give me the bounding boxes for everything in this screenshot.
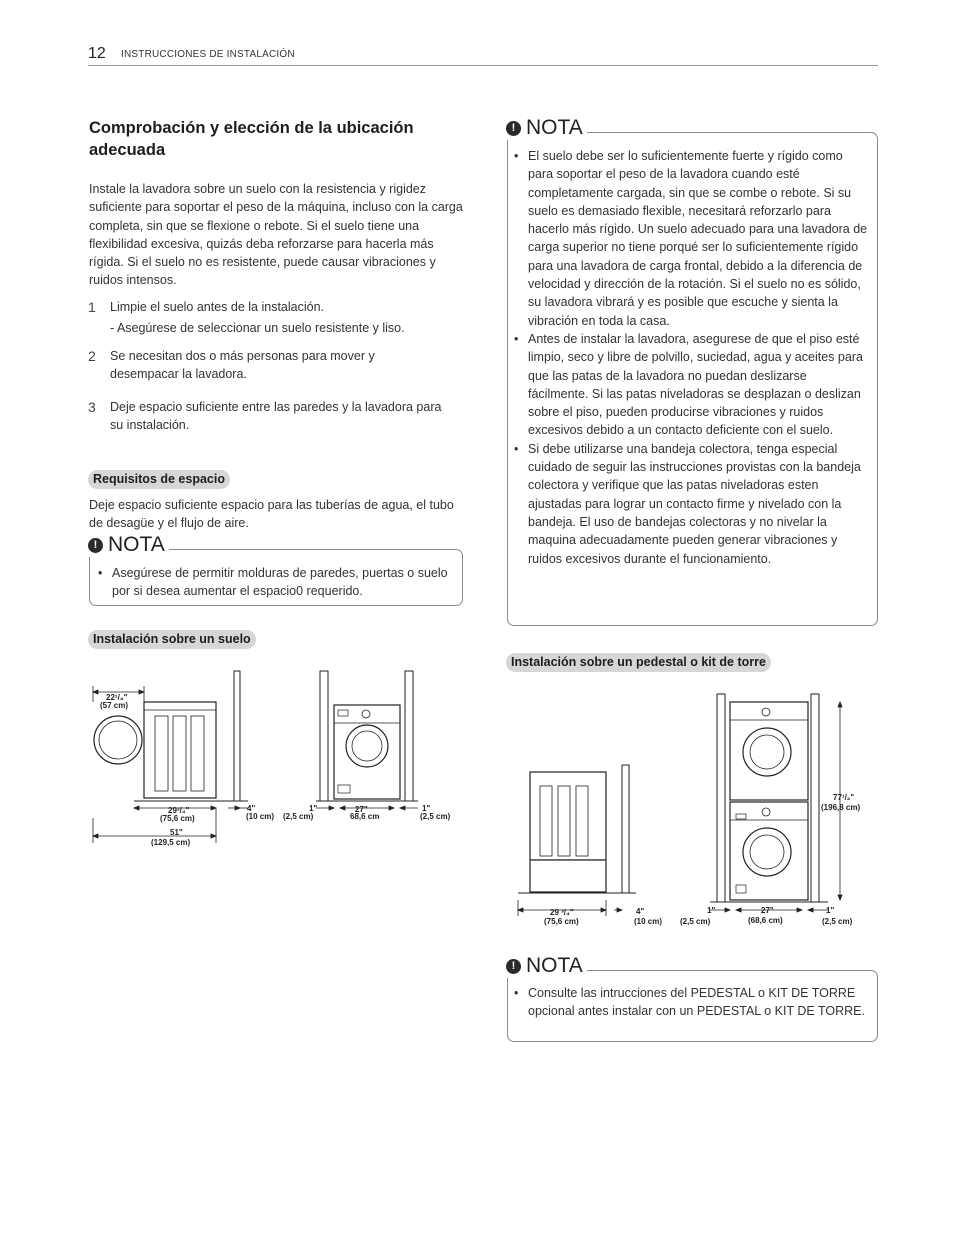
dim-label: 1" [309, 804, 318, 813]
step-number: 2 [88, 348, 96, 364]
step-text: Limpie el suelo antes de la instalación. [110, 300, 325, 314]
page-header [88, 46, 878, 66]
dim-label: (75,6 cm) [544, 917, 579, 926]
exclamation-icon: ! [506, 121, 521, 136]
pedestal-installation-diagram [510, 688, 875, 933]
dim-label: 1" [707, 906, 716, 915]
header-title: INSTRUCCIONES DE INSTALACIÓN [121, 49, 295, 60]
page-number: 12 [88, 45, 106, 62]
note-header [84, 533, 169, 557]
note-box-right-bottom [507, 954, 878, 1042]
dim-label: 27" [761, 906, 774, 915]
step-2 [88, 347, 468, 387]
dim-label: (57 cm) [100, 701, 129, 710]
section-title: Comprobación y elección de la ubicación adecuada [89, 119, 414, 159]
dim-label: (2,5 cm) [822, 917, 853, 926]
note-list [98, 564, 454, 601]
step-3 [88, 398, 468, 438]
step-1 [88, 298, 468, 318]
space-requirements-label: Requisitos de espacio [88, 470, 230, 489]
dim-label: 27" [355, 805, 368, 814]
exclamation-icon: ! [506, 959, 521, 974]
step-text: Se necesitan dos o más personas para mover y desempacar la lavadora. [110, 349, 375, 382]
note-item: • Antes de instalar la lavadora, asegurese de que el piso esté limpio, seco y libre de polvillo, suciedad, agua y aceites para que las patas de la lavadora no puedan deslizarse fácilmente. Si las patas niveladoras se desplazan o deslizan sobre el piso, pueden producirse vibraciones y ruidos excesivos debido a un contacto deficiente con el suelo. [514, 330, 870, 440]
dim-label: 22¹/₄" [106, 693, 128, 702]
washer-side-view [94, 671, 248, 801]
dim-label: 51" [170, 828, 183, 837]
dim-label: 77¹/₂" [833, 793, 855, 802]
note-list [514, 984, 866, 1021]
pedestal-side-view [518, 765, 636, 893]
stacked-tower-front-view [710, 694, 828, 902]
dim-label: 29³/₄" [168, 806, 190, 815]
dim-label: (75,6 cm) [160, 814, 195, 823]
dim-label: 4" [636, 907, 645, 916]
dim-label: (10 cm) [634, 917, 663, 926]
washer-front-view [316, 671, 418, 801]
dim-label: (10 cm) [246, 812, 275, 821]
dim-label: (2,5 cm) [283, 812, 314, 821]
dim-label: (129,5 cm) [151, 838, 191, 847]
note-header [502, 954, 587, 978]
floor-installation-diagram [88, 668, 468, 853]
note-box-left [89, 533, 463, 606]
note-title: NOTA [108, 533, 165, 556]
note-item: • El suelo debe ser lo suficientemente fuerte y rígido como para soportar el peso de la lavadora cuando esté completamente cargada, sin que se combe o rebote. Si su suelo es demasiado flexible, necesitará reforzarlo para hacerlo más rígido. Un suelo adecuado para una lavadora de carga superior no tiene porqué ser lo suficientemente rígido para una lavadora de carga frontal, debido a la diferencia de velocidad y dirección de la rotación. Si el suelo no es sólido, su lavadora vibrará y es posible que escuche y sienta la vibración en toda la casa. [514, 147, 870, 330]
note-item: • Si debe utilizarse una bandeja colectora, tenga especial cuidado de seguir las instrucciones provistas con la bandeja colectora y verifique que las patas niveladoras esten ajustadas para lograr un contacto firme y nivelado con la bandeja. El uso de bandejas colectoras y no nivelar la maquina adecuadamente pueden generar vibraciones y ruidos excesivos durante el funcionamiento. [514, 440, 870, 568]
floor-install-label: Instalación sobre un suelo [88, 630, 256, 649]
pedestal-install-label: Instalación sobre un pedestal o kit de torre [506, 653, 771, 672]
dim-label: 1" [422, 804, 431, 813]
dim-label: (68,6 cm) [748, 916, 783, 925]
note-list [514, 147, 870, 568]
dim-label: (196,8 cm) [821, 803, 861, 812]
dim-label: (2,5 cm) [680, 917, 711, 926]
step-1-sub: - Asegúrese de seleccionar un suelo resistente y liso. [110, 321, 405, 335]
step-number: 1 [88, 299, 96, 315]
dim-label: 29 ³/₄" [550, 908, 574, 917]
space-requirements-text: Deje espacio suficiente espacio para las tuberías de agua, el tubo de desagüe y el flujo de aire. [89, 498, 454, 531]
note-box-right-top [507, 116, 878, 626]
note-item: • Asegúrese de permitir molduras de paredes, puertas o suelo por si desea aumentar el espacio0 requerido. [98, 564, 454, 601]
note-title: NOTA [526, 954, 583, 977]
note-item: • Consulte las intrucciones del PEDESTAL o KIT DE TORRE opcional antes instalar con un PEDESTAL o KIT DE TORRE. [514, 984, 866, 1021]
exclamation-icon: ! [88, 538, 103, 553]
note-title: NOTA [526, 116, 583, 139]
step-text: Deje espacio suficiente entre las paredes y la lavadora para su instalación. [110, 400, 442, 433]
dim-label: 1" [826, 906, 835, 915]
step-number: 3 [88, 399, 96, 415]
intro-paragraph: Instale la lavadora sobre un suelo con la resistencia y rigidez suficiente para soportar el peso de la máquina, incluso con la carga completa, sin que se flexione o rebote. Si el suelo tiene una flexibilidad excesiva, quizás deba reforzarse para hacerla más rígida. Si el suelo no es resistente, puede causar vibraciones y ruidos intensos. [89, 182, 463, 288]
dim-label: (2,5 cm) [420, 812, 451, 821]
dim-label: 68,6 cm [350, 812, 380, 821]
note-header [502, 116, 587, 140]
dim-label: 4" [247, 804, 256, 813]
